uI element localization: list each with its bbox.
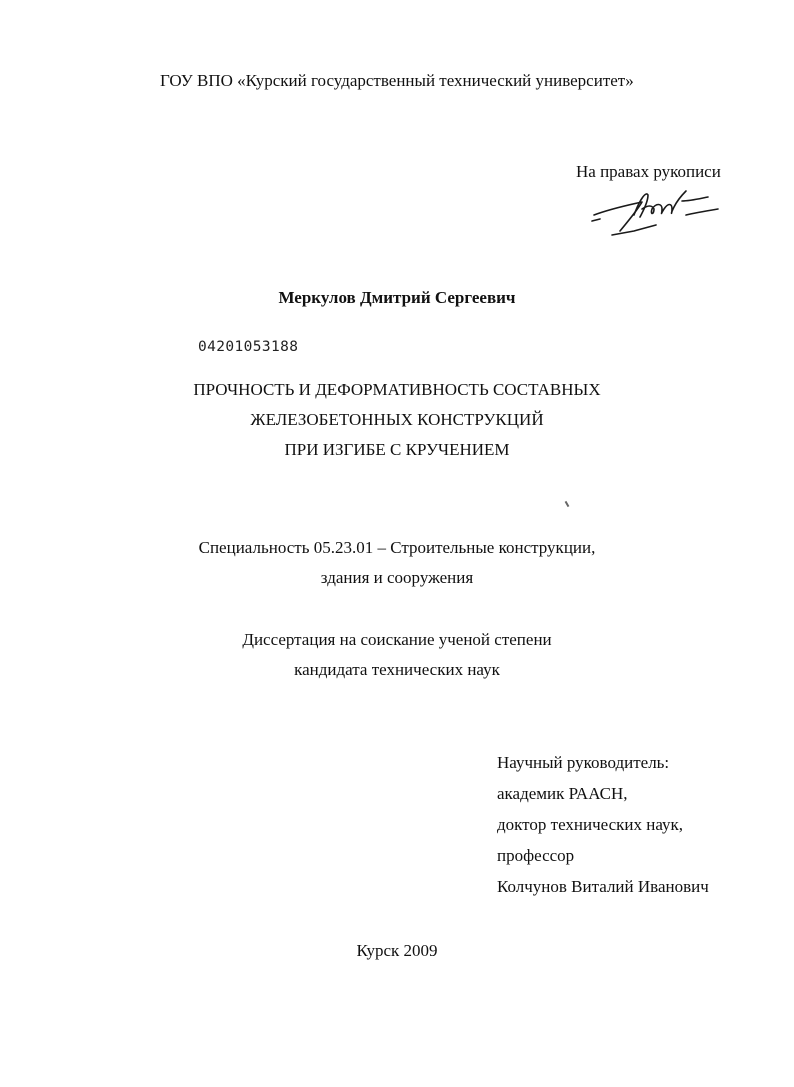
title-line-2: ЖЕЛЕЗОБЕТОННЫХ КОНСТРУКЦИЙ (250, 410, 544, 429)
scan-speck (565, 501, 570, 507)
university-name: ГОУ ВПО «Курский государственный технический университет» (160, 71, 634, 90)
dissertation-line-1: Диссертация на соискание ученой степени (242, 630, 552, 649)
author-name: Меркулов Дмитрий Сергеевич (278, 288, 516, 307)
specialty-line-2: здания и сооружения (320, 568, 474, 587)
specialty-line-1: Специальность 05.23.01 – Строительные конструкции, (198, 538, 596, 557)
registration-code: 04201053188 (198, 339, 299, 355)
city-year: Курск 2009 (356, 941, 438, 960)
title-line-3: ПРИ ИЗГИБЕ С КРУЧЕНИЕМ (284, 440, 510, 459)
advisor-rank: академик РААСН, (497, 784, 628, 803)
manuscript-rights-note: На правах рукописи (576, 162, 721, 181)
advisor-position: профессор (497, 846, 575, 865)
advisor-label: Научный руководитель: (497, 753, 670, 772)
advisor-name: Колчунов Виталий Иванович (497, 877, 709, 896)
advisor-degree: доктор технических наук, (497, 815, 684, 834)
dissertation-line-2: кандидата технических наук (294, 660, 500, 679)
handwritten-signature (590, 185, 725, 240)
title-line-1: ПРОЧНОСТЬ И ДЕФОРМАТИВНОСТЬ СОСТАВНЫХ (193, 380, 601, 399)
